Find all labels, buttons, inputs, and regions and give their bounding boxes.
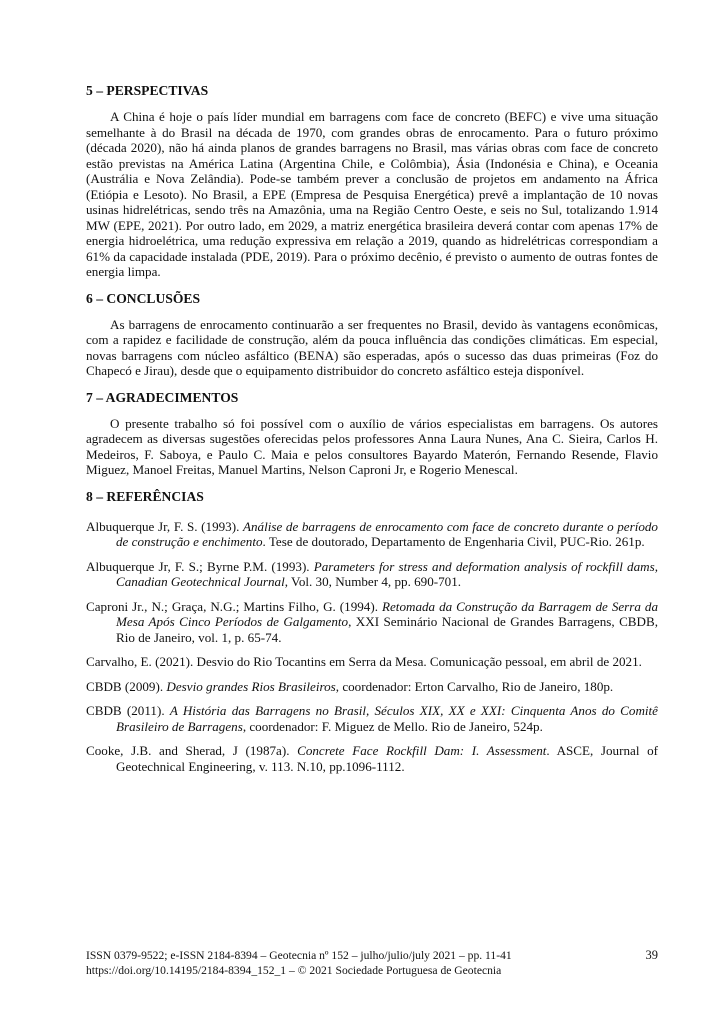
section-heading: 8 – REFERÊNCIAS bbox=[86, 488, 204, 504]
section-conclusoes bbox=[86, 290, 658, 379]
reference-item: CBDB (2009). Desvio grandes Rios Brasileiros, coordenador: Erton Carvalho, Rio de Janeiro, 180p. bbox=[86, 678, 614, 694]
reference-item: CBDB (2011). A História das Barragens no Brasil, Séculos XIX, XX e XXI: Cinquenta Anos do Comitê Brasileiro de Barragens, coordenador: F. Miguez de Mello. Rio de Janeiro, 524p. bbox=[86, 703, 658, 734]
reference-list bbox=[86, 519, 658, 775]
reference-item: Albuquerque Jr, F. S.; Byrne P.M. (1993). Parameters for stress and deformation analysis of rockfill dams, Canadian Geotechnical Journal, Vol. 30, Number 4, pp. 690-701. bbox=[86, 558, 658, 589]
section-perspectivas bbox=[86, 82, 658, 280]
section-heading: 5 – PERSPECTIVAS bbox=[86, 83, 209, 98]
paragraph: As barragens de enrocamento continuarão a ser frequentes no Brasil, devido às vantagens econômicas, com a rapidez e facilidade de construção, além da pouca influência das condições climáticas. Em especial, novas barragens com núcleo asfáltico (BENA) são esperadas, após o sucesso das duas primeiras (Foz do Chapecó e Jirau), desde que o equipamento distribuidor do concreto asfáltico esteja disponível. bbox=[86, 316, 658, 378]
section-heading: 6 – CONCLUSÕES bbox=[86, 290, 201, 306]
footer-issn: ISSN 0379-9522; e-ISSN 2184-8394 – Geotecnia nº 152 – julho/julio/july 2021 – pp. 11-41 bbox=[86, 949, 512, 962]
reference-item: Cooke, J.B. and Sherad, J (1987a). Concrete Face Rockfill Dam: I. Assessment. ASCE, Journal of Geotechnical Engineering, v. 113. N.10, pp.1096-1112. bbox=[86, 743, 658, 774]
reference-item: Albuquerque Jr, F. S. (1993). Análise de barragens de enrocamento com face de concreto durante o período de construção e enchimento. Tese de doutorado, Departamento de Engenharia Civil, PUC-Rio. 261p. bbox=[86, 518, 658, 549]
section-heading: 7 – AGRADECIMENTOS bbox=[86, 389, 239, 405]
page-footer bbox=[86, 948, 658, 978]
reference-item: Carvalho, E. (2021). Desvio do Rio Tocantins em Serra da Mesa. Comunicação pessoal, em abril de 2021. bbox=[86, 654, 642, 669]
reference-item: Caproni Jr., N.; Graça, N.G.; Martins Filho, G. (1994). Retomada da Construção da Barragem de Serra da Mesa Após Cinco Períodos de Galgamento, XXI Seminário Nacional de Grandes Barragens, CBDB, Rio de Janeiro, vol. 1, p. 65-74. bbox=[86, 598, 659, 645]
paragraph: A China é hoje o país líder mundial em barragens com face de concreto (BEFC) e vive uma situação semelhante à do Brasil na década de 1970, com grandes obras de enrocamento. Para o futuro próximo (década 2020), não há ainda planos de grandes barragens no Brasil, mas várias obras com face de concreto estão previstas na América Latina (Argentina Chile, e Colômbia), Ásia (Indonésia e China), e Oceania (Austrália e Nova Zelândia). Pode-se também prever a conclusão de projetos em andamento na África (Etiópia e Lesoto). No Brasil, a EPE (Empresa de Pesquisa Energética) prevê a implantação de 10 novas usinas hidrelétricas, sendo três na Amazônia, uma na Região Centro Oeste, e seis no Sul, totalizando 1.914 MW (EPE, 2021). Por outro lado, em 2029, a matriz energética brasileira deverá contar com apenas 17% de energia hidroelétrica, uma redução expressiva em relação a 2019, quando as hidrelétricas correspondiam a 61% da capacidade instalada (PDE, 2019). Para o próximo decênio, é previsto o aumento de outras fontes de energia limpa. bbox=[86, 109, 658, 279]
section-referencias bbox=[86, 488, 658, 775]
section-agradecimentos bbox=[86, 389, 658, 478]
paragraph: O presente trabalho só foi possível com o auxílio de vários especialistas em barragens. Os autores agradecem as diversas sugestões oferecidas pelos professores Anna Laura Nunes, Ana C. Sieira, Carlos H. Medeiros, F. Saboya, e Paulo C. Maia e pelos consultores Bayardo Materón, Fernando Resende, Flavio Miguez, Manoel Freitas, Manuel Martins, Nelson Caproni Jr, e Rogerio Menescal. bbox=[86, 415, 658, 477]
page-number: 39 bbox=[645, 948, 658, 962]
footer-doi: https://doi.org/10.14195/2184-8394_152_1 – © 2021 Sociedade Portuguesa de Geotecnia bbox=[86, 964, 502, 977]
page-content bbox=[86, 82, 658, 783]
